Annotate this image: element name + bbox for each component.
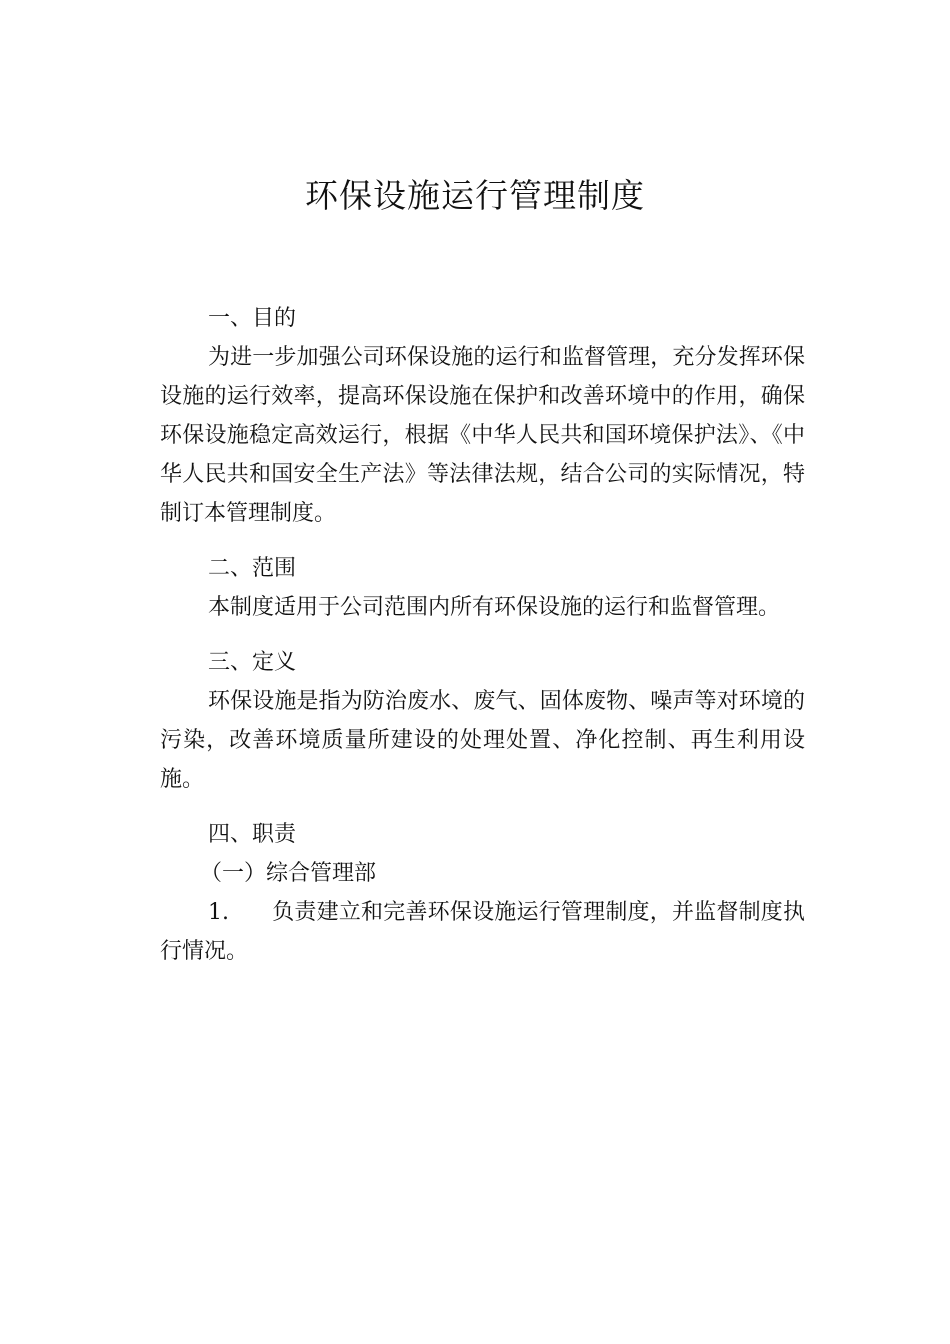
section-paragraph-definition: 环保设施是指为防治废水、废气、固体废物、噪声等对环境的污染，改善环境质量所建设的处理处置、净化控制、再生利用设施。 xyxy=(160,689,805,792)
section-spacer xyxy=(160,799,805,815)
list-item xyxy=(160,893,805,971)
section-paragraph-scope: 本制度适用于公司范围内所有环保设施的运行和监督管理。 xyxy=(208,595,781,620)
list-item-number: 1. xyxy=(208,900,229,925)
section-spacer xyxy=(160,533,805,549)
subsection-heading-general-management: （一）综合管理部 xyxy=(200,861,377,886)
section-heading-scope: 二、范围 xyxy=(208,556,297,581)
section-heading-purpose: 一、目的 xyxy=(208,306,297,331)
section-heading-definition: 三、定义 xyxy=(208,650,297,675)
section-heading-responsibilities: 四、职责 xyxy=(208,822,297,847)
section-spacer xyxy=(160,627,805,643)
document-title: 环保设施运行管理制度 xyxy=(305,176,645,215)
document-body xyxy=(160,299,805,971)
list-item-text: 负责建立和完善环保设施运行管理制度，并监督制度执行情况。 xyxy=(160,900,805,964)
section-paragraph-purpose: 为进一步加强公司环保设施的运行和监督管理，充分发挥环保设施的运行效率，提高环保设施在保护和改善环境中的作用，确保环保设施稳定高效运行，根据《中华人民共和国环境保护法》、《中华人民共和国安全生产法》等法律法规，结合公司的实际情况，特制订本管理制度。 xyxy=(160,345,805,526)
